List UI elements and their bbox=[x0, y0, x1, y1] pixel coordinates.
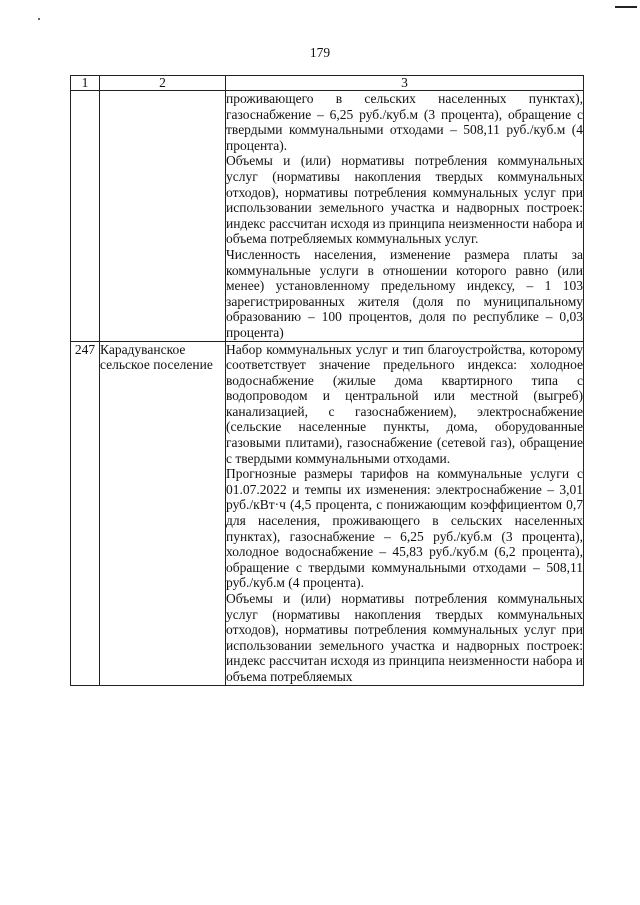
row-number: 247 bbox=[71, 341, 100, 685]
paragraph: проживающего в сельских населенных пунктах), газоснабжение – 6,25 руб./куб.м (3 процента), обращение с твердыми коммунальными отходами – 508,11 руб./куб.м (4 процента). bbox=[226, 91, 583, 153]
page-number: 179 bbox=[309, 45, 331, 60]
row-description bbox=[226, 91, 584, 342]
row-number bbox=[71, 91, 100, 342]
paragraph: Численность населения, изменение размера платы за коммунальные услуги в отношении которого равно (или менее) установленному предельному индексу, – 1 103 зарегистрированных жителя (доля по муниципальному образованию – 100 процентов, доля по республике – 0,03 процента) bbox=[226, 246, 583, 340]
row-description bbox=[226, 341, 584, 685]
document-table bbox=[70, 75, 584, 686]
table-row-247 bbox=[71, 341, 584, 685]
municipality-name: Карадуванское сельское поселение bbox=[100, 341, 226, 685]
header-cell-3: 3 bbox=[226, 76, 584, 91]
municipality-name bbox=[100, 91, 226, 342]
scan-speck bbox=[38, 18, 40, 20]
scan-corner-mark bbox=[615, 6, 637, 8]
paragraph: Набор коммунальных услуг и тип благоустройства, которому соответствует значение предельного индекса: холодное водоснабжение (жилые дома квартирного типа с водопроводом и центральной или местной (выгреб) канализацией, с газоснабжением), электроснабжение (сельские населенные пункты, дома, оборудованные газовыми плитами), газоснабжение (сетевой газ), обращение с твердыми коммунальными отходами. bbox=[226, 341, 583, 466]
header-cell-1: 1 bbox=[71, 76, 100, 91]
table-header-row bbox=[71, 76, 584, 91]
paragraph: Прогнозные размеры тарифов на коммунальные услуги с 01.07.2022 и темпы их изменения: электроснабжение – 3,01 руб./кВт·ч (4,5 процента, с понижающим коэффициентом 0,7 для населения, проживающего в сельских населенных пунктах), газоснабжение – 6,25 руб./куб.м (3 процента), холодное водоснабжение – 45,83 руб./куб.м (6,2 процента), обращение с твердыми коммунальными отходами – 508,11 руб./куб.м (4 процента). bbox=[226, 466, 583, 591]
paragraph: Объемы и (или) нормативы потребления коммунальных услуг (нормативы накопления твердых коммунальных отходов), нормативы потребления коммунальных услуг при использовании земельного участка и надворных построек: индекс рассчитан исходя из принципа неизменности набора и объема потребляемых bbox=[226, 591, 583, 684]
header-cell-2: 2 bbox=[100, 76, 226, 91]
table-row-continuation bbox=[71, 91, 584, 342]
paragraph: Объемы и (или) нормативы потребления коммунальных услуг (нормативы накопления твердых коммунальных отходов), нормативы потребления коммунальных услуг при использовании земельного участка и надворных построек: индекс рассчитан исходя из принципа неизменности набора и объема потребляемых коммунальных услуг. bbox=[226, 153, 583, 247]
